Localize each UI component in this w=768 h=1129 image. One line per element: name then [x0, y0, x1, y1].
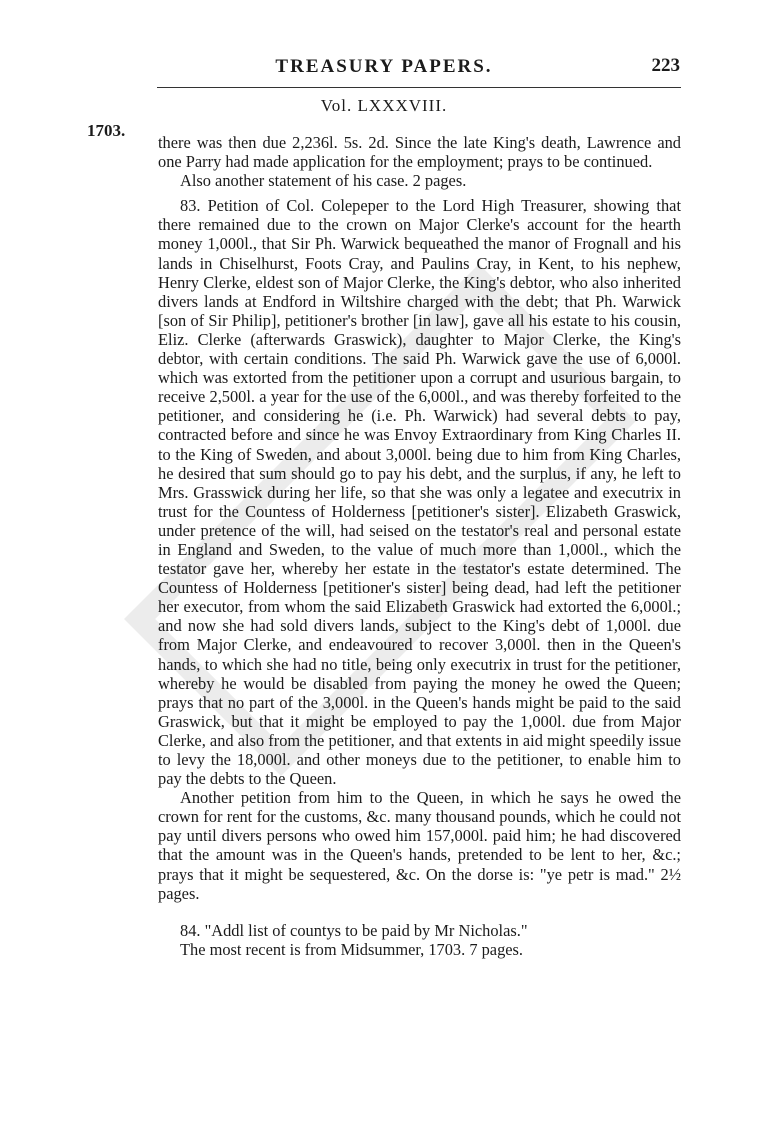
paragraph-statement: Also another statement of his case. 2 pages. — [180, 171, 467, 191]
year-marginal: 1703. — [87, 121, 126, 140]
running-title: TREASURY PAPERS. — [275, 56, 493, 77]
paragraph-another-petition: Another petition from him to the Queen, in which he says he owed the crown for rent for the customs, &c. many thousand pounds, which he could not pay until divers persons who owed him 157,000l. paid him; he had discovered that the amount was in the Queen's hands, pretended to be lent to her, &c.; prays that it might be sequestered, &c. On the dorse is: "ye petr is mad." 2½ pages. — [158, 788, 681, 903]
paragraph-most-recent: The most recent is from Midsummer, 1703. 7 pages. — [180, 939, 524, 959]
body-text — [158, 133, 681, 959]
paragraph-item-84: 84. "Addl list of countys to be paid by Mr Nicholas." — [180, 920, 528, 940]
volume-heading: Vol. LXXXVIII. — [320, 96, 448, 115]
paragraph-item-83: 83. Petition of Col. Colepeper to the Lord High Treasurer, showing that there remained due to the crown on Major Clerke's account for the hearth money 1,000l., that Sir Ph. Warwick bequeathed the manor of Frognall and his lands in Chiselhurst, Foots Cray, and Paulins Cray, in Kent, to his nephew, Henry Clerke, eldest son of Major Clerke, the King's debtor, who also inherited divers lands at Endford in Wiltshire charged with the debt; that Ph. Warwick [son of Sir Philip], petitioner's brother [in law], gave all his estate to his cousin, Eliz. Clerke (afterwards Graswick), daughter to Major Clerke, the King's debtor, with certain conditions. The said Ph. Warwick gave the use of 6,000l. which was extorted from the petitioner upon a corrupt and usurious bargain, to receive 2,500l. a year for the use of the 6,000l., and was thereby forfeited to the petitioner, and considering he (i.e. Ph. Warwick) had several debts to pay, contracted before and since he was Envoy Extraordinary from King Charles II. to the King of Sweden, and about 3,000l. being due to him from King Charles, he desired that sum should go to pay his debt, and the surplus, if any, he left to Mrs. Grasswick during her life, so that she was only a legatee and executrix in trust for the Countess of Holderness [petitioner's sister]. Elizabeth Graswick, under pretence of the will, had seised on the testator's real and personal estate in England and Sweden, to the value of much more than 1,000l., which the testator gave her, whereby her estate in the testator's estate determined. The Countess of Holderness [petitioner's sister] being dead, had left the petitioner her executor, from whom the said Elizabeth Graswick had extorted the 6,000l.; and now she had sold divers lands, subject to the King's debt of 1,000l. due from Major Clerke, and endeavoured to recover 3,000l. then in the Queen's hands, to which she had no title, being only executrix in trust for the petitioner, whereby he would be disabled from paying the money he owed the Queen; prays that no part of the 3,000l. in the Queen's hands might be paid to the said Graswick, but that it might be employed to pay the 1,000l. due from Major Clerke, and also from the petitioner, and that extents in aid might speedily issue to levy the 18,000l. and other moneys due to the petitioner, to enable him to pay the debts to the Queen. — [158, 196, 681, 789]
header-rule — [157, 87, 681, 88]
page-number: 223 — [651, 55, 680, 76]
paragraph-continuation: there was then due 2,236l. 5s. 2d. Since the late King's death, Lawrence and one Parry had made application for the employment; prays to be continued. — [158, 133, 681, 172]
